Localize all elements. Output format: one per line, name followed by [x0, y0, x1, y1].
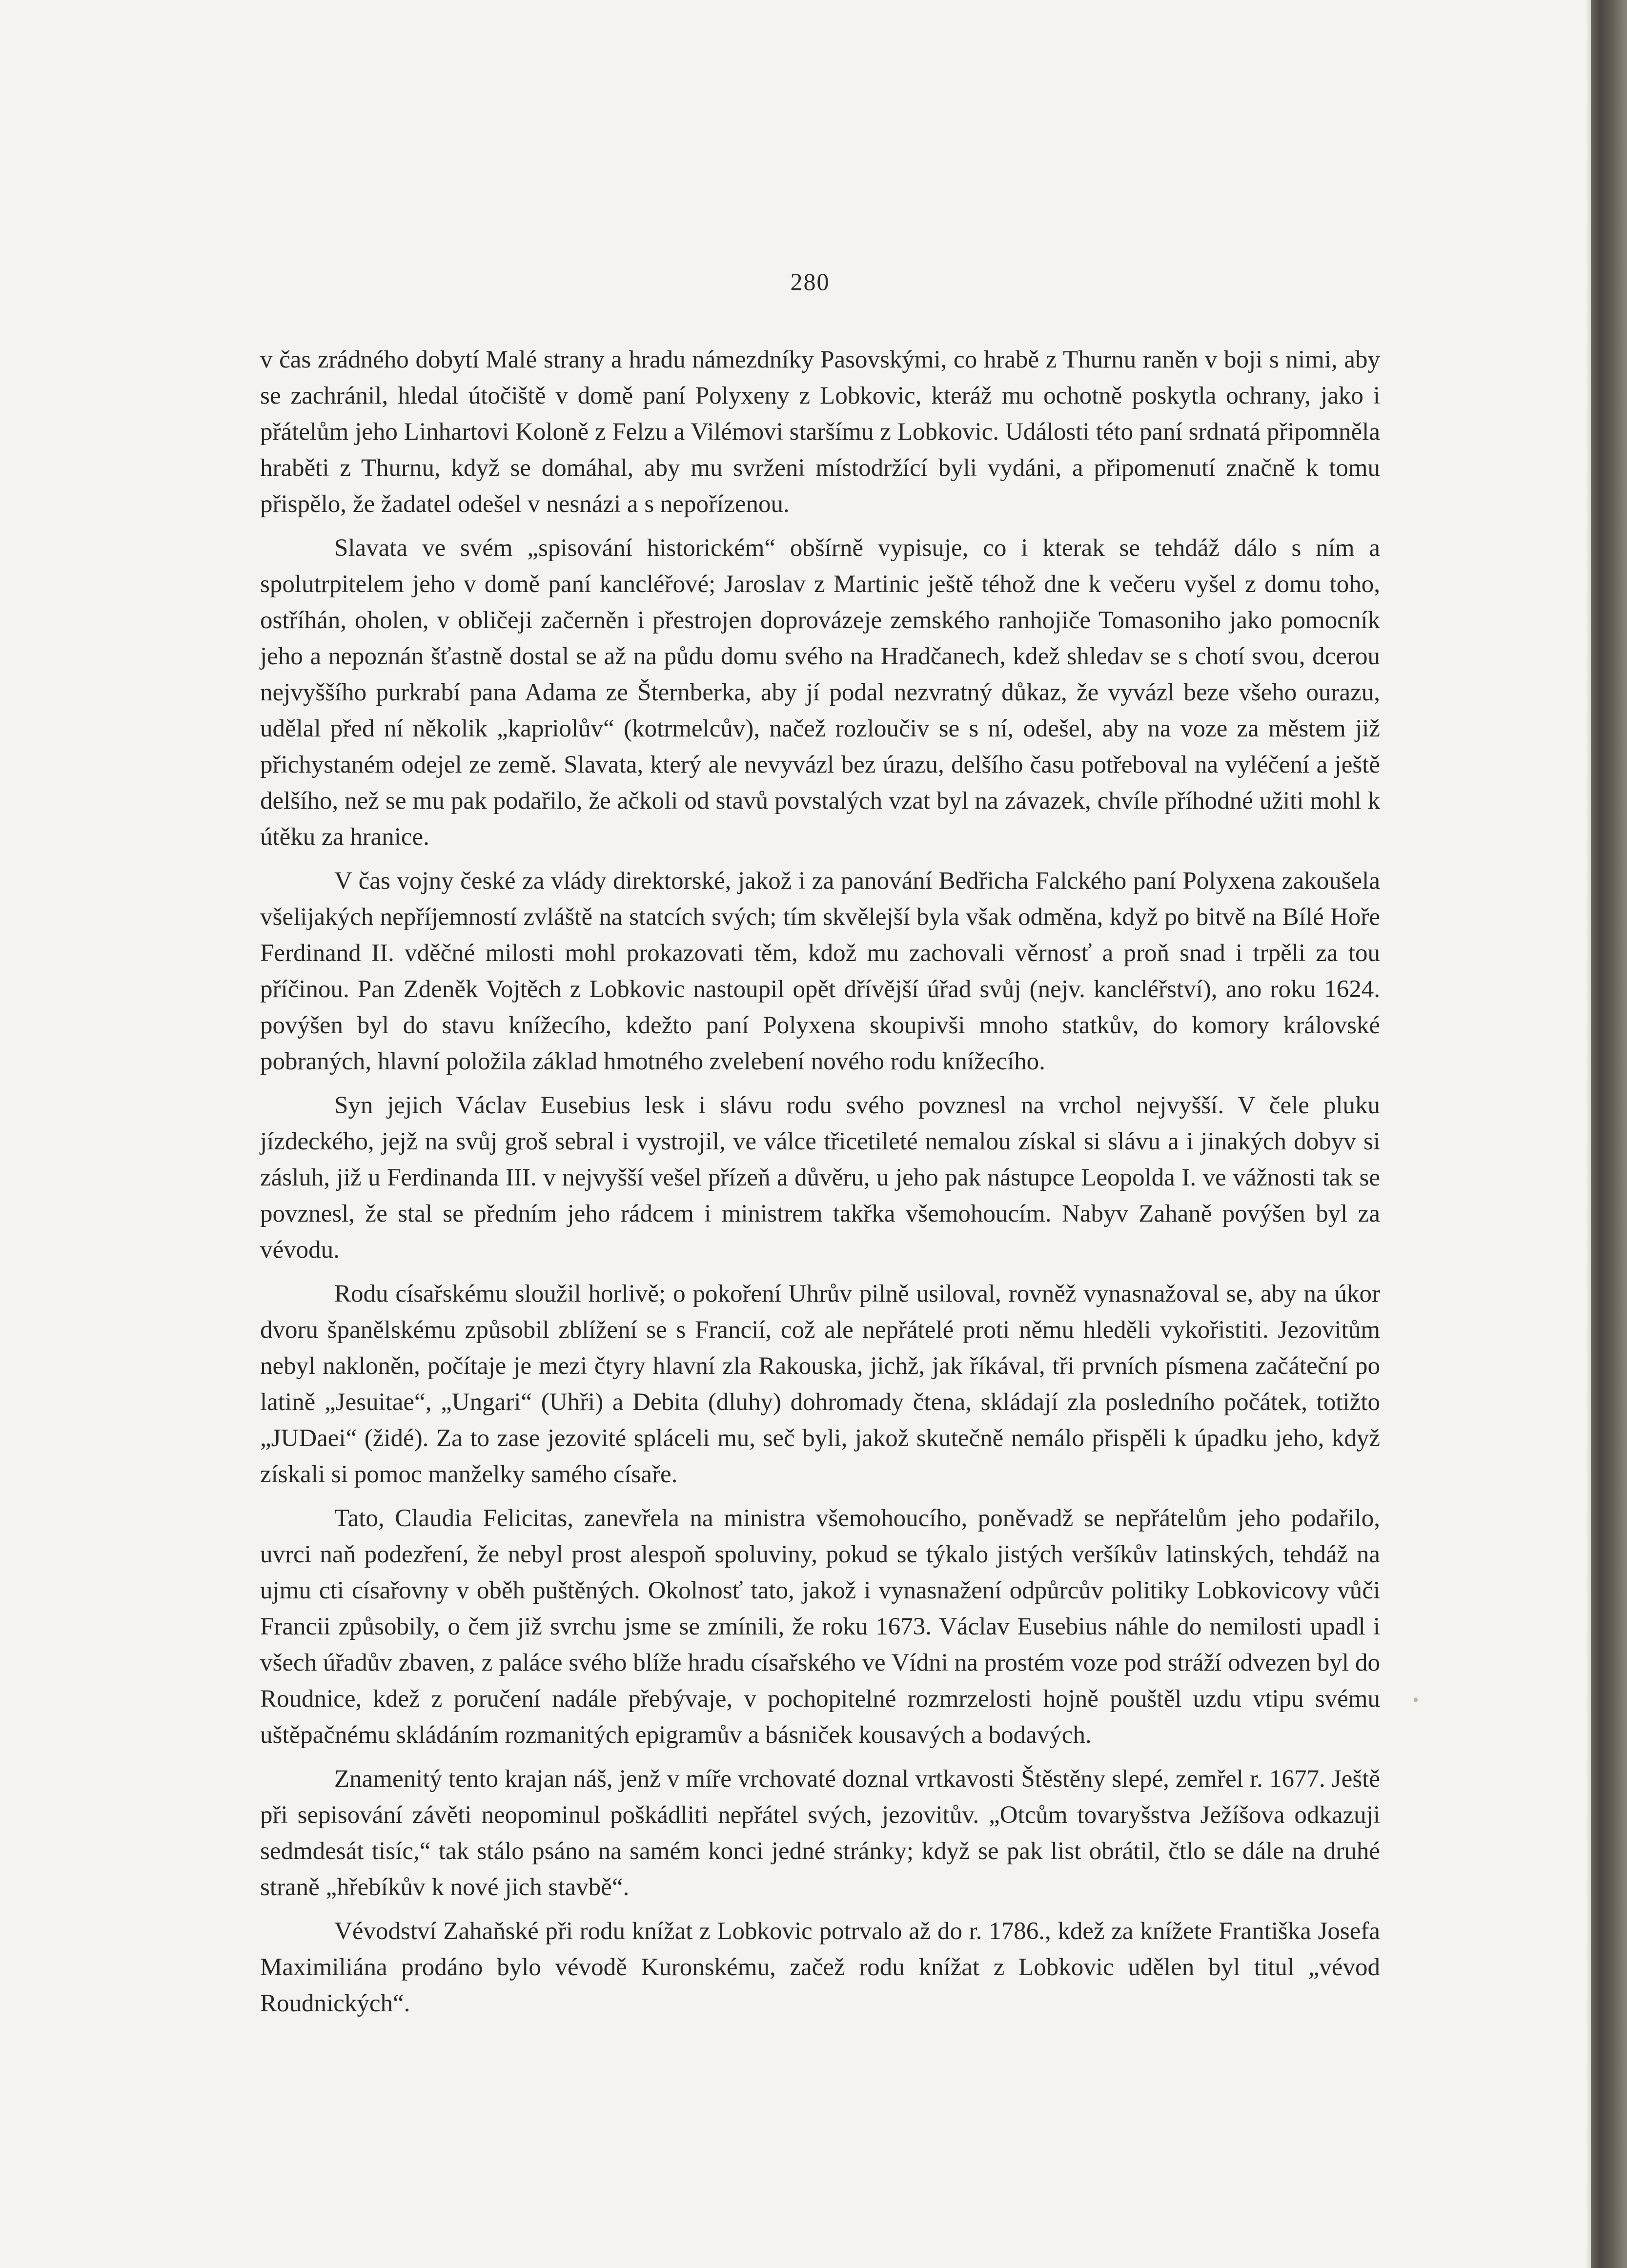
paragraph-6: Tato, Claudia Felicitas, zanevřela na ministra všemohoucího, poněvadž se nepřátelům jeho podařilo, uvrci naň podezření, že nebyl prost alespoň spoluviny, pokud se týkalo jistých veršíkův latinských, tehdáž na ujmu cti císařovny v oběh puštěných. Okolnosť tato, jakož i vynasnažení odpůrcův politiky Lobkovicovy vůči Francii způsobily, o čem již svrchu jsme se zmínili, že roku 1673. Václav Eusebius náhle do nemilosti upadl i všech úřadův zbaven, z paláce svého blíže hradu císařského ve Vídni na prostém voze pod stráží odvezen byl do Roudnice, kdež z poručení nadále přebývaje, v pochopitelné rozmrzelosti hojně pouštěl uzdu vtipu svému uštěpačnému skládáním rozmanitých epigramův a básniček kousavých a bodavých.	[260, 1505, 1380, 1749]
paragraph-5: Rodu císařskému sloužil horlivě; o pokoření Uhrův pilně usiloval, rovněž vynasnažoval se, aby na úkor dvoru španělskému způsobil zblížení se s Francií, což ale nepřátelé proti němu hleděli vykořistiti. Jezovitům nebyl nakloněn, počítaje je mezi čtyry hlavní zla Rakouska, jichž, jak říkával, tři prvních písmena začáteční po latině „Jesuitae“, „Ungari“ (Uhři) a Debita (dluhy) dohromady čtena, skládají zla posledního počátek, totižto „JUDaei“ (židé). Za to zase jezovité spláceli mu, seč byli, jakož skutečně nemálo přispěli k úpadku jeho, když získali si pomoc manželky samého císaře.	[260, 1280, 1380, 1488]
book-binding-edge	[1591, 0, 1627, 2268]
paragraph-8: Vévodství Zahaňské při rodu knížat z Lobkovic potrvalo až do r. 1786., kdež za knížete Františka Josefa Maximiliána prodáno bylo vévodě Kuronskému, začež rodu knížat z Lobkovic udělen byl titul „vévod Roudnických“.	[260, 1918, 1380, 2017]
paragraph-2: Slavata ve svém „spisování historickém“ obšírně vypisuje, co i kterak se tehdáž dálo s ním a spolutrpitelem jeho v domě paní kancléřové; Jaroslav z Martinic ještě téhož dne k večeru vyšel z domu toho, ostříhán, oholen, v obličeji začerněn i přestrojen doprovázeje zemského ranhojiče Tomasoniho jako pomocník jeho a nepoznán šťastně dostal se až na půdu domu svého na Hradčanech, kdež shledav se s chotí svou, dcerou nejvyššího purkrabí pana Adama ze Šternberka, aby jí podal nezvratný důkaz, že vyvázl beze všeho ourazu, udělal před ní několik „kapriolův“ (kotrmelcův), načež rozloučiv se s ní, odešel, aby na voze za městem již přichystaném odejel ze země. Slavata, který ale nevyvázl bez úrazu, delšího času potřeboval na vyléčení a ještě delšího, než se mu pak podařilo, že ačkoli od stavů povstalých vzat byl na závazek, chvíle příhodné užiti mohl k útěku za hranice.	[260, 534, 1380, 851]
paragraph-3: V čas vojny české za vlády direktorské, jakož i za panování Bedřicha Falckého paní Polyxena zakoušela všelijakých nepříjemností zvláště na statcích svých; tím skvělejší byla však odměna, když po bitvě na Bílé Hoře Ferdinand II. vděčné milosti mohl prokazovati těm, kdož mu zachovali věrnosť a proň snad i trpěli za tou příčinou. Pan Zdeněk Vojtěch z Lobkovic nastoupil opět dřívější úřad svůj (nejv. kancléřství), ano roku 1624. povýšen byl do stavu knížecího, kdežto paní Polyxena skoupivši mnoho statkův, do komory královské pobraných, hlavní položila základ hmotného zvelebení nového rodu knížecího.	[260, 867, 1380, 1075]
paragraph-1: v čas zrádného dobytí Malé strany a hradu námezdníky Pasovskými, co hrabě z Thurnu raněn v boji s nimi, aby se zachránil, hledal útočiště v domě paní Polyxeny z Lobkovic, kteráž mu ochotně poskytla ochrany, jako i přátelům jeho Linhartovi Koloně z Felzu a Vilémovi staršímu z Lobkovic. Události této paní srdnatá připomněla hraběti z Thurnu, když se domáhal, aby mu svrženi místodržící byli vydáni, a připomenutí značně k tomu přispělo, že žadatel odešel v nesnázi a s nepořízenou.	[260, 346, 1380, 518]
body-text	[260, 342, 1380, 2029]
paper-speck	[1414, 1697, 1418, 1702]
paragraph-4: Syn jejich Václav Eusebius lesk i slávu rodu svého povznesl na vrchol nejvyšší. V čele pluku jízdeckého, jejž na svůj groš sebral i vystrojil, ve válce třicetileté nemalou získal si slávu a i jinakých dobyv si zásluh, již u Ferdinanda III. v nejvyšší vešel přízeň a důvěru, u jeho pak nástupce Leopolda I. ve vážnosti tak se povznesl, že stal se předním jeho rádcem i ministrem takřka všemohoucím. Nabyv Zahaně povýšen byl za vévodu.	[260, 1092, 1380, 1264]
page-edge-shadow	[1586, 0, 1591, 2268]
paragraph-7: Znamenitý tento krajan náš, jenž v míře vrchovaté doznal vrtkavosti Štěstěny slepé, zemřel r. 1677. Ještě při sepisování závěti neopominul poškádliti nepřátel svých, jezovitův. „Otcům tovaryšstva Ježíšova odkazuji sedmdesát tisíc,“ tak stálo psáno na samém konci jedné stránky; když se pak list obrátil, čtlo se dále na druhé straně „hřebíkův k nové jich stavbě“.	[260, 1765, 1380, 1901]
page-number: 280	[790, 268, 830, 295]
